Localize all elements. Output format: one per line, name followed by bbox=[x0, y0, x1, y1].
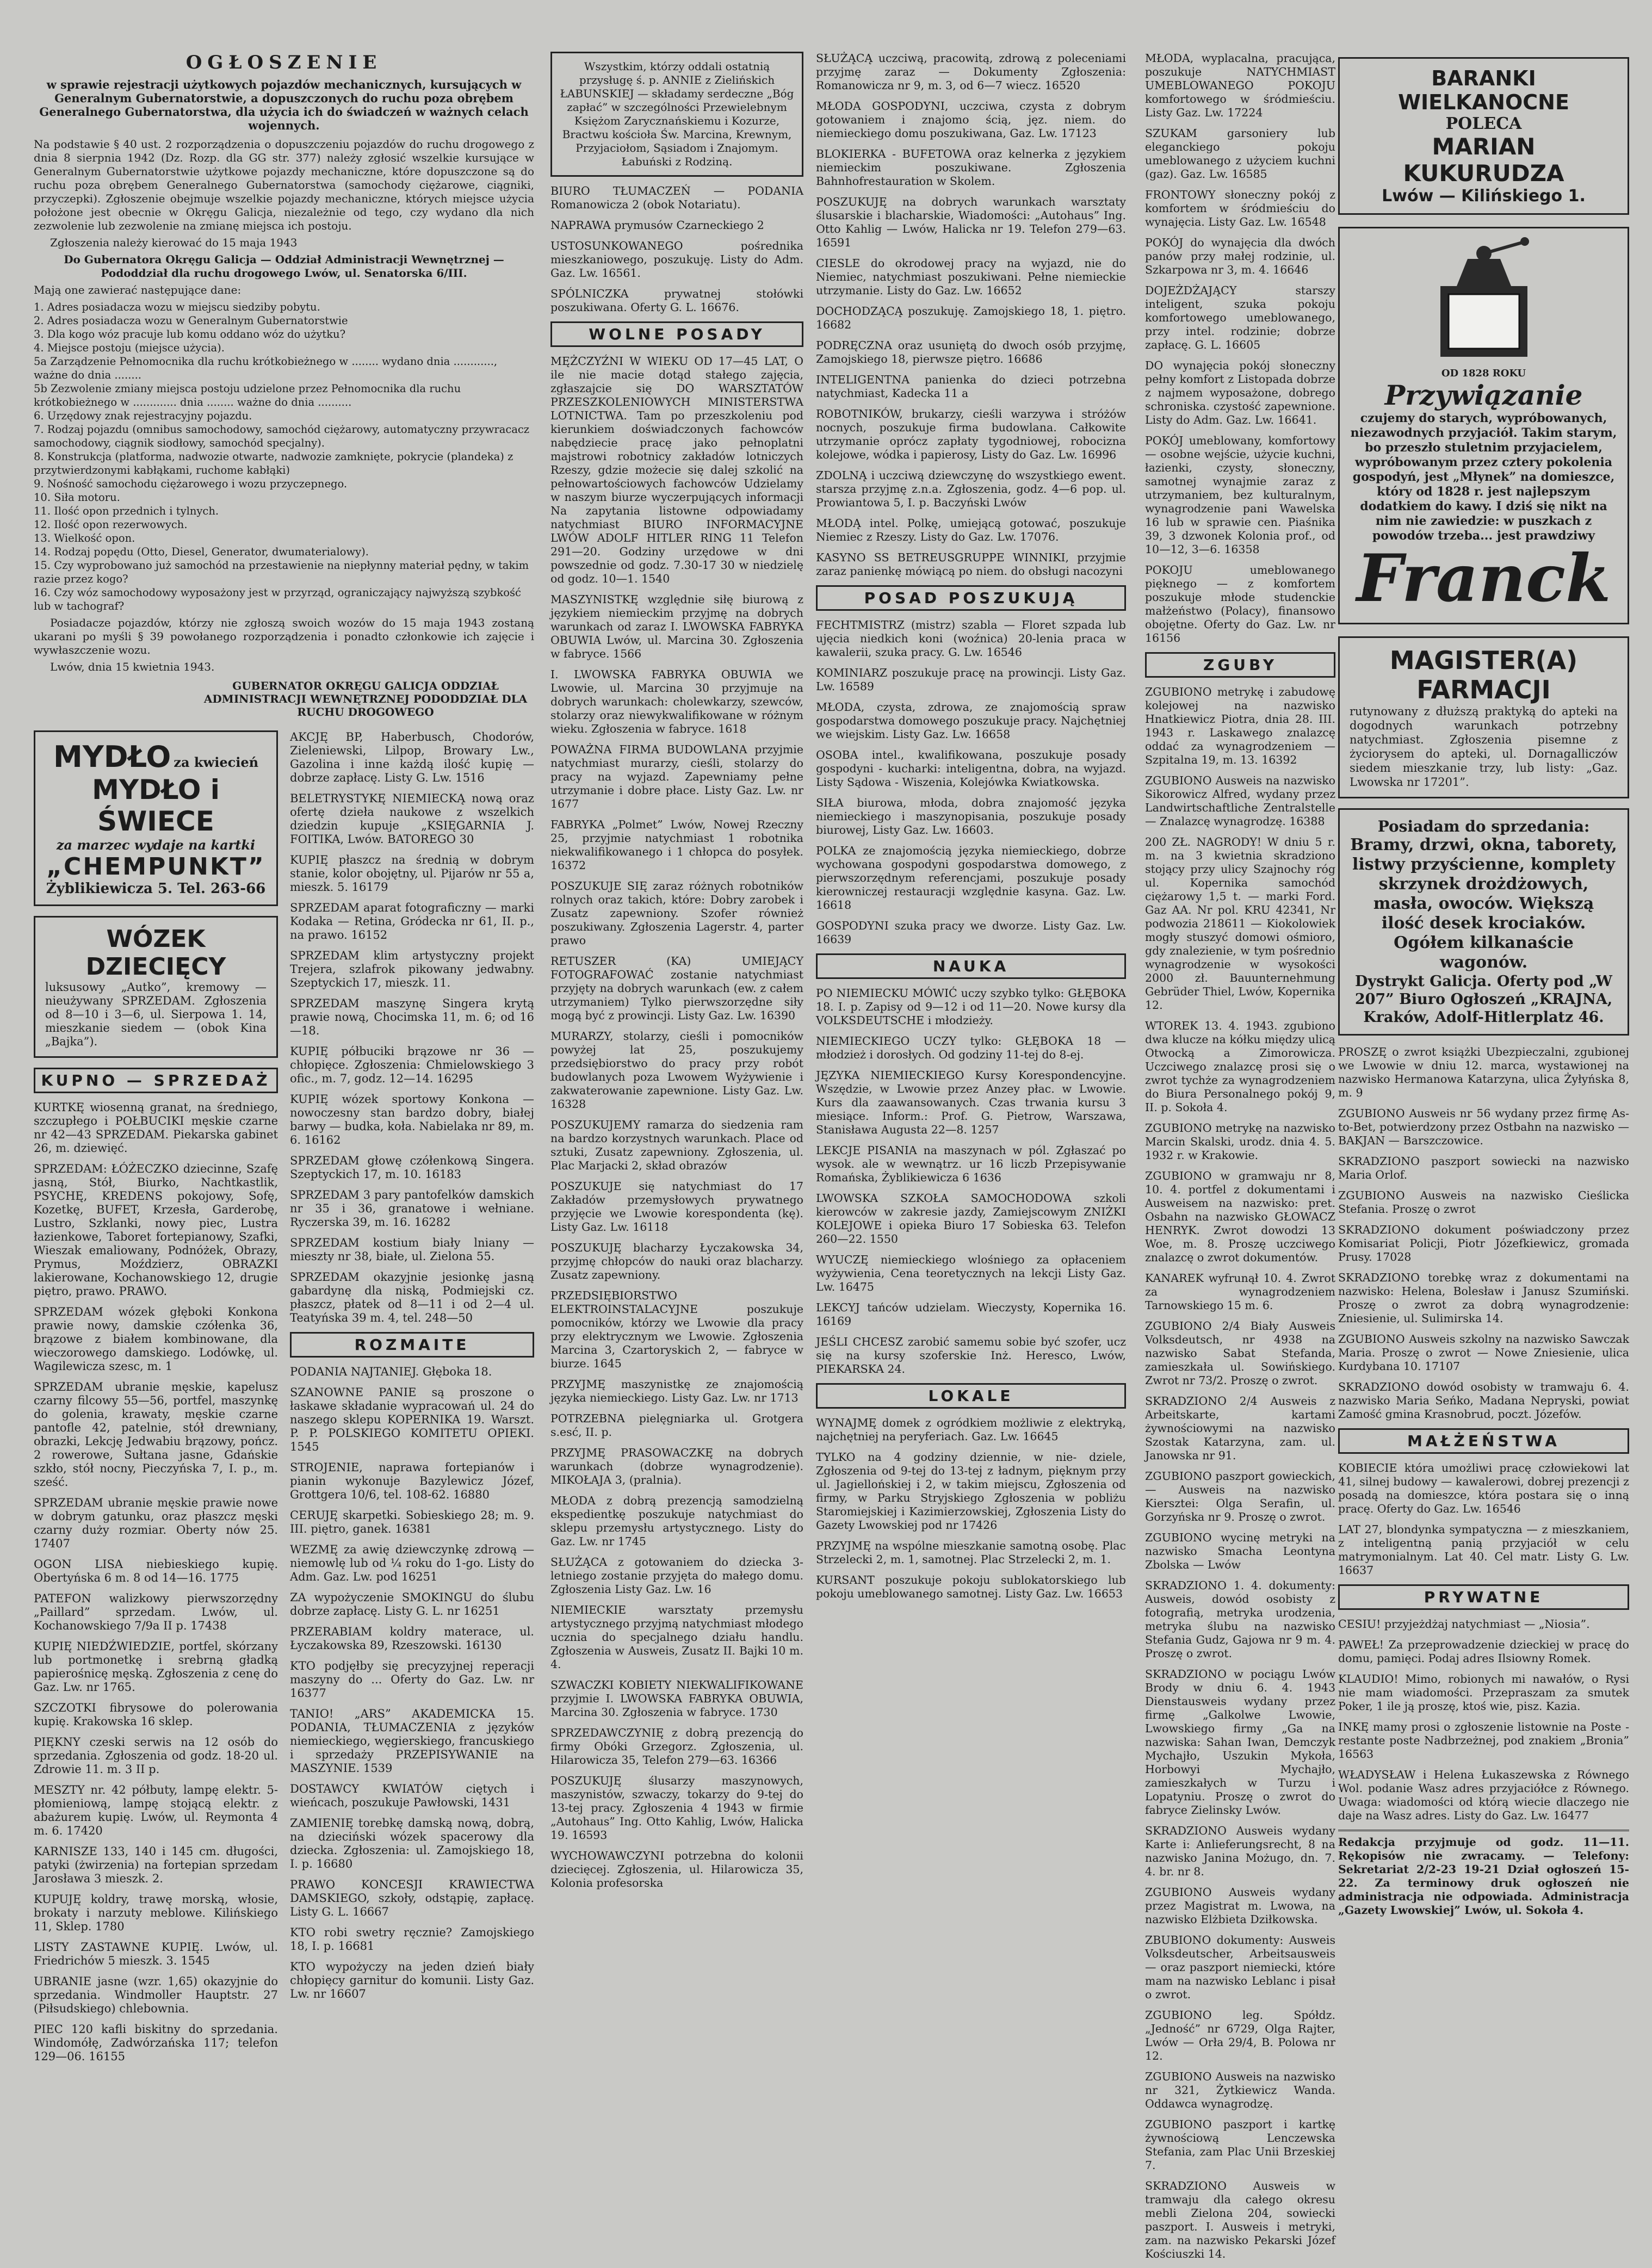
franck-ad bbox=[1338, 227, 1629, 624]
list-item: 8. Konstrukcja (platforma, nadwozie otwarte, nadwozie zamknięte, pokrycie (plandeka) z przytwierdzonymi kabłąkami, ruchome kabłąki) bbox=[34, 450, 513, 476]
magister-title: MAGISTER(A) FARMACJI bbox=[1389, 646, 1578, 704]
classified-ad: ZGUBIONO Ausweis na nazwisko Sikorowicz Alfred, wydany przez Landwirtschaftliche Zentralstelle — Znalazcę wynagrodzę. 16388 bbox=[1145, 774, 1335, 828]
classified-ad: SŁUŻĄCA z gotowaniem do dziecka 3-letniego zostanie przyjęta do małego domu. Zgłoszenia Listy Gaz. Lw. 16 bbox=[550, 1556, 803, 1596]
list-item: 1. Adres posiadacza wozu w miejscu siedziby pobytu. bbox=[34, 301, 320, 313]
classified-ad: KUPIĘ wózek sportowy Konkona — nowoczesny stan bardzo dobry, białej barwy — budka, koła. Nabielaka nr 89, m. 6. 16162 bbox=[290, 1093, 534, 1147]
list-item: 13. Wielkość opon. bbox=[34, 532, 135, 544]
classified-ad: INKĘ mamy prosi o zgłoszenie listownie na Poste - restante poste Nadbrzeżnej, pod znakiem „Bronia” 16563 bbox=[1338, 1720, 1629, 1761]
classified-ad: PRZEDSIĘBIORSTWO ELEKTROINSTALACYJNE poszukuje pomocników, którzy we Lwowie dla pracy przy elektrycznym we Lwowie. Zgłoszenia Marcina 3, Czartoryskich 2, — fabryce w biurze. 1645 bbox=[550, 1289, 803, 1370]
classified-ad: ZAMIENIĘ torebkę damską nową, dobrą, na dzieciński wózek spacerowy dla dziecka. Zgłoszenia: ul. Zamojskiego 18, I. p. 16680 bbox=[290, 1817, 534, 1870]
classified-ad: SKRADZIONO Ausweis w tramwaju dla całego okresu mebli Zielona 204, sowiecki paszport. I. Ausweis i metryki, zam. na nazwisko Pekarski Józef Kościuszki 14. bbox=[1145, 2179, 1335, 2260]
franck-year: OD 1828 ROKU bbox=[1441, 368, 1526, 379]
classified-ad: SKRADZIONO dowód osobisty w tramwaju 6. 4. nazwisko Maria Seńko, Madana Nepryski, powiat Zamość gmina Krasnobrud, poczt. Józefów. bbox=[1338, 1380, 1629, 1421]
section-kupno: KUPNO — SPRZEDAŻ bbox=[34, 1068, 278, 1093]
classified-ad: SKRADZIONO 1. 4. dokumenty: Ausweis, dowód osobisty z fotografią, metryka urodzenia, metryka ślubu na nazwisko Stefania Gudz, Gajowa nr 9 m. 4. Proszę o zwrot. bbox=[1145, 1579, 1335, 1660]
classified-ad: ZGUBIONO 2/4 Biały Ausweis Volksdeutsch, nr 4938 na nazwisko Sabat Stefanda, zamieszkała ul. Sowińskiego. Zwrot nr 73/2. Proszę o zwrot. bbox=[1145, 1319, 1335, 1387]
mydlo-subline: za kwiecień bbox=[174, 754, 259, 770]
classified-ad: POLKA ze znajomością języka niemieckiego, dobrze wychowana gospodyni gospodarstwa domowego, z pierwszorzędnym referencjami, poszukuje posady kierowniczej restauracji względnie kasyna. Gaz. Lw. 16618 bbox=[816, 844, 1126, 912]
section-prywatne: PRYWATNE bbox=[1338, 1584, 1629, 1610]
mydlo-address: Żyblikiewicza 5. Tel. 263-66 bbox=[46, 881, 266, 897]
classified-ad: POSZUKUJE SIĘ zaraz różnych robotników rolnych oraz takich, które: Dobry zarobek i Zusatz zapewniony. Szofer również poszukiwany. Zgłoszenia Lagerstr. 4, parter prawo bbox=[550, 879, 803, 947]
classified-ad: POSZUKUJE się natychmiast do 17 Zakładów przemysłowych prywatnego przyjęcie we Lwowie korespondenta (kę). Listy Gaz. Lw. 16118 bbox=[550, 1180, 803, 1234]
classified-ad: FABRYKA „Polmet” Lwów, Nowej Rzeczny 25, przyjmie natychmiast 1 robotnika niekwalifikowanego i 1 chłopca do posyłek. 16372 bbox=[550, 818, 803, 872]
list-item: 14. Rodzaj popędu (Otto, Diesel, Generator, dwumaterialowy). bbox=[34, 546, 369, 558]
classified-ad: DOCHODZĄCĄ poszukuję. Zamojskiego 18, 1. piętro. 16682 bbox=[816, 305, 1126, 331]
classified-ad: ZBUBIONO dokumenty: Ausweis Volksdeutscher, Arbeitsausweis — oraz paszport niemiecki, które mam na nazwisko Leblanc i pisał o zwrot. bbox=[1145, 1934, 1335, 2001]
classified-ad: POSZUKUJĘ na dobrych warunkach warsztaty ślusarskie i blacharskie, Wiadomości: „Autohaus” Ing. Otto Kahlig — Lwów, Halicka nr 19. Telefon 279—63. 16591 bbox=[816, 195, 1126, 249]
classified-ad: UBRANIE jasne (wzr. 1,65) okazyjnie do sprzedania. Windmoller Hauptstr. 27 (Piłsudskiego) chlebownia. bbox=[34, 1975, 278, 2015]
classified-ad: MASZYNISTKĘ względnie siłę biurową z językiem niemieckim przyjmę na dobrych warunkach od zaraz I. LWOWSKA FABRYKA OBUWIA Lwów, ul. Marcina 30. Zgłoszenia w fabryce. 1566 bbox=[550, 593, 803, 660]
classified-ad: POTRZEBNA pielęgniarka ul. Grotgera s.esć, II. p. bbox=[550, 1412, 803, 1439]
magister-text: rutynowany z dłuższą praktyką do apteki na dogodnych warunkach potrzebny natychmiast. Zgłoszenia pisemne z życiorysem do apteki, ul. Dornagalliczów siedem mieszkanie trzy, lub listy: „Gaz. Lwowska nr 17201”. bbox=[1350, 705, 1618, 789]
classified-ad: SPRZEDAM klim artystyczny projekt Trejera, szlafrok pikowany jedwabny. Szeptyckich 17, mieszk. 11. bbox=[290, 949, 534, 989]
mydlo-headline-2: MYDŁO i ŚWIECE bbox=[92, 774, 220, 837]
classified-ad: PRZYJMĘ na wspólne mieszkanie samotną osobę. Plac Strzelecki 2, m. 1, samotnej. Plac Strzelecki 2, m. 1. bbox=[816, 1539, 1126, 1566]
classified-ad: WYUCZĘ niemieckiego wlośniego za opłaceniem wyżywienia, Cena teoretycznych na lekcji Listy Gaz. Lw. 16475 bbox=[816, 1253, 1126, 1293]
classified-ad: KTO wypożyczy na jeden dzień biały chłopięcy garnitur do komunii. Listy Gaz. Lw. nr 16607 bbox=[290, 1960, 534, 2000]
subcolumn-a bbox=[34, 730, 278, 2071]
official-notice bbox=[34, 52, 534, 718]
classified-ad: ROBOTNIKÓW, brukarzy, cieśli warzywa i stróżów nocnych, poszukuje firma budowlana. Całkowite utrzymanie oprócz zapłaty tygodniowej, robocizna kolejowe, wódka i papierosy, Listy do Gaz. Lw. 16996 bbox=[816, 407, 1126, 461]
classified-ad: SZCZOTKI fibrysowe do polerowania kupię. Krakowska 16 sklep. bbox=[34, 1701, 278, 1728]
classified-ad: WYNAJMĘ domek z ogródkiem możliwie z elektryką, najchętniej na peryferiach. Gaz. Lw. 16645 bbox=[816, 1416, 1126, 1443]
classified-ad: SKRADZIONO torebkę wraz z dokumentami na nazwisko: Helena, Bolesław i Janusz Szumiński. Proszę o zwrot za dobrą wynagrodzenie: Zniesienie, ul. Sulimirska 14. bbox=[1338, 1271, 1629, 1325]
notice-signature: GUBERNATOR OKRĘGU GALICJA ODDZIAŁ ADMINISTRACJI WEWNĘTRZNEJ PODODDZIAŁ DLA RUCHU DROGOWEGO bbox=[203, 679, 528, 718]
notice-paragraph: Posiadacze pojazdów, którzy nie zgłoszą swoich wozów do 15 maja 1943 zostaną ukarani po myśli § 39 powołanego rozporządzenia i ponadto członkowie ich zajęcie i wywłaszczenie wozu. bbox=[34, 616, 534, 656]
classified-ad: SZANOWNE PANIE są proszone o łaskawe składanie wypracowań ul. 24 do naszego sklepu KOPERNIKA 19. Warszt. P. P. POLSKIEGO KOMITETU OPIEKI. 1545 bbox=[290, 1386, 534, 1453]
classified-ad: PRZYJMĘ PRASOWACZKĘ na dobrych warunkach (dobrze wynagrodzenie). MIKOŁAJA 3, (pralnia). bbox=[550, 1446, 803, 1486]
list-item: 6. Urzędowy znak rejestracyjny pojazdu. bbox=[34, 410, 252, 422]
mydlo-text: za marzec wydaje na kartki bbox=[56, 837, 256, 853]
classified-ad: KOMINIARZ poszukuje pracę na prowincji. Listy Gaz. Lw. 16589 bbox=[816, 666, 1126, 693]
classified-ad: BLOKIERKA - BUFETOWA oraz kelnerka z językiem niemieckim poszukiwane. Zgłoszenia Bahnhofrestauration w Skolem. bbox=[816, 147, 1126, 188]
section-nauka: NAUKA bbox=[816, 953, 1126, 979]
classified-ad: CESIU! przyjeżdżaj natychmiast — „Niosia”. bbox=[1338, 1618, 1590, 1631]
classified-ad: ZGUBIONO Ausweis wydany przez Magistrat m. Lwowa, na nazwisko Elżbieta Dziłkowska. bbox=[1145, 1886, 1335, 1926]
classified-ad: SKRADZIONO paszport sowiecki na nazwisko Maria Orlof. bbox=[1338, 1155, 1629, 1181]
lower-left-area bbox=[34, 730, 534, 2071]
notice-subtitle: w sprawie rejestracji użytkowych pojazdów mechanicznych, kursujących w Generalnym Gubernatorstwie, a dopuszczonych do ruchu poza obrębem Generalnego Gubernatorstwa, dla użycia ich do świadczeń w ważnych celach wojennych. bbox=[39, 78, 529, 132]
classified-ad: POKOJU umeblowanego pięknego — z komfortem poszukuje młode studenckie małżeństwo (Polacy), finansowo obojętne. Oferty do Gaz. Lw. nr 16156 bbox=[1145, 563, 1335, 645]
classified-ad: MŁODA, czysta, zdrowa, ze znajomością spraw gospodarstwa domowego poszukuje pracy. Najchętniej we wiejskim. Listy Gaz. Lw. 16658 bbox=[816, 701, 1126, 741]
classified-ad: BIURO TŁUMACZEŃ — PODANIA Romanowicza 2 (obok Notariatu). bbox=[550, 184, 803, 211]
mydlo-headline: MYDŁO bbox=[53, 740, 171, 774]
wozek-ad bbox=[34, 916, 278, 1058]
classified-ad: SKRADZIONO 2/4 Ausweis z Arbeitskarte, kartami żywnościowymi na nazwisko Szostak Katarzyna, zam. ul. Janowska nr 91. bbox=[1145, 1395, 1335, 1462]
classified-ad: POWAŻNA FIRMA BUDOWLANA przyjmie natychmiast murarzy, cieśli, stolarzy do pracy na wyjazd. Zapewniamy pełne utrzymanie i dobre płace. Listy Gaz. Lw. nr 1677 bbox=[550, 743, 803, 810]
magister-ad bbox=[1338, 636, 1629, 798]
subcolumn-b bbox=[290, 730, 534, 2071]
classified-ad: SKRADZIONO w pociągu Lwów Brody w dniu 6. 4. 1943 Dienstausweis wydany przez firmę „Galkolwe Lwowie, Lwowskiego firmy „Ga na nazwiska: Sahan Iwan, Demczyk Mychajło, Uszukin Mykoła, Horbowyi Mychajło, zamieszkałych w Turzu i Lopatyniu. Proszę o zwrot do fabryce Zielinsky Lwów. bbox=[1145, 1668, 1335, 1817]
classified-ad: SPRZEDAM głowę czółenkową Singera. Szeptyckich 17, m. 10. 16183 bbox=[290, 1154, 534, 1181]
classified-ad: BELETRYSTYKĘ NIEMIECKĄ nową oraz ofertę dzieła naukowe z wszelkich dziedzin kupuje „KSIĘGARNIA J. FOITIKA, Lwów. BATOREGO 30 bbox=[290, 792, 534, 846]
classified-ad: 200 ZŁ. NAGRODY! W dniu 5 r. m. na 3 kwietnia skradziono stojący przy ulicy Szajnochy róg ul. Kopernika samochód ciężarowy 1,5 t. — marki Ford. Gaz AA. Nr pol. KRU 42341, Nr podwozia 218611 — Kiokolowiek mogły stuszyć domowi ośmioro, gdy znalezienie, w tym pośrednio wynagrodzenie w wysokości 2000 zł. Bauunternehmung Gebrüder Thiel, Lwów, Kopernika 12. bbox=[1145, 835, 1335, 1012]
list-item: 16. Czy wóz samochodowy wyposażony jest w przyrząd, ograniczający najwyższą szybkość lub w tachograf? bbox=[34, 586, 521, 612]
classified-ad: POSZUKUJEMY ramarza do siedzenia ram na bardzo korzystnych warunkach. Place od sztuki, Zusatz zapewniony. Zgłoszenia, ul. Plac Marjacki 2, skład obrazów bbox=[550, 1118, 803, 1172]
classified-ad: TANIO! „ARS” AKADEMICKA 15. PODANIA, TŁUMACZENIA z języków niemieckiego, węgierskiego, francuskiego i sprzedaży PRZEPISYWANIE na MASZYNIE. 1539 bbox=[290, 1707, 534, 1775]
classified-ad: PRAWO KONCESJI KRAWIECTWA DAMSKIEGO, szkoły, odstąpię, zapłacę. Listy G. L. 16667 bbox=[290, 1878, 534, 1918]
classified-ad: KTO podjęłby się precyzyjnej reperacji maszyny do ... Oferty do Gaz. Lw. nr 16377 bbox=[290, 1659, 534, 1700]
classified-ad: DO wynajęcia pokój słoneczny pełny komfort z Listopada dobrze z najmem wyposażone, dobrego schroniska. czystość zapewnione. Listy do Adm. Gaz. Lw. 16641. bbox=[1145, 359, 1335, 426]
classified-ad: MŁODA, wyplacalna, pracująca, poszukuje NATYCHMIAST UMEBLOWANEGO POKOJU komfortowego w śródmieściu. Listy Gaz. Lw. 17224 bbox=[1145, 52, 1335, 119]
classified-ad: DOSTAWCY KWIATÓW ciętych i wieńcach, poszukuje Pawłowski, 1431 bbox=[290, 1782, 534, 1809]
classified-ad: ZGUBIONO paszport i kartkę żywnościową Lenczewska Stefania, zam Plac Unii Brzeskiej 7. bbox=[1145, 2118, 1335, 2172]
classified-ad: KUPIĘ półbuciki brązowe nr 36 — chłopięce. Zgłoszenia: Chmielowskiego 3 ofic., m. 7, godz. 12—14. 16295 bbox=[290, 1045, 534, 1085]
classified-ad: ZGUBIONO Ausweis nr 56 wydany przez firmę As-to-Bet, potwierdzony przez Ostbahn na nazwisko — BAKJAN — Barszczowice. bbox=[1338, 1107, 1629, 1147]
list-item: 12. Ilość opon rezerwowych. bbox=[34, 518, 188, 531]
classified-ad: NAPRAWA prymusów Czarneckiego 2 bbox=[550, 219, 764, 232]
classified-ad: SPÓLNICZKA prywatnej stołówki poszukiwana. Oferty G. L. 16676. bbox=[550, 287, 803, 314]
classifieds-list bbox=[34, 1101, 278, 2063]
classified-ad: PODRĘCZNA oraz usuniętą do dwoch osób przyjmę, Zamojskiego 18, pierwsze piętro. 16686 bbox=[816, 339, 1126, 365]
column-3 bbox=[816, 52, 1126, 1608]
classified-ad: RETUSZER (KA) UMIEJĄCY FOTOGRAFOWAĆ zostanie natychmiast przyjęty na dobrych warunkach (ew. z całem utrzymaniem) Tylko pierwszorzędne siły mogą być z prowincji. Listy Gaz. Lw. 16390 bbox=[550, 955, 803, 1022]
classified-ad: WEZMĘ za awię dziewczynkę zdrową — niemowlę lub od ¼ roku do 1-go. Listy do Adm. Gaz. Lw. pod 16251 bbox=[290, 1543, 534, 1583]
list-item: 4. Miejsce postoju (miejsce użycia). bbox=[34, 342, 225, 354]
notice-title: OGŁOSZENIE bbox=[185, 52, 382, 73]
list-item: 11. Ilość opon przednich i tylnych. bbox=[34, 505, 219, 517]
classified-ad: KURSANT poszukuje pokoju sublokatorskiego lub pokoju umeblowanego samotnej. Listy Gaz. Lw. 16653 bbox=[816, 1573, 1126, 1600]
classified-ad: SIŁA biurowa, młoda, dobra znajomość języka niemieckiego i maszynopisania, poszukuje posady biurowej, Listy Gaz. Lw. 16603. bbox=[816, 796, 1126, 836]
classified-ad: ZGUBIONO leg. Spółdz. „Jedność” nr 6729, Olga Rajter, Lwów — Orła 29/4, B. Polowa nr 12. bbox=[1145, 2009, 1335, 2062]
list-item: 3. Dla kogo wóz pracuje lub komu oddano wóz do użytku? bbox=[34, 328, 346, 340]
notice-list bbox=[34, 300, 534, 613]
classified-ad: ZGUBIONO Ausweis na nazwisko Cieślicka Stefania. Proszę o zwrot bbox=[1338, 1189, 1629, 1216]
classified-ad: KASYNO SS BETREUSGRUPPE WINNIKI, przyjmie zaraz panienkę mówiącą po niem. do obsługi nacozyni bbox=[816, 551, 1126, 578]
column-2 bbox=[550, 52, 803, 1897]
column-right bbox=[1338, 52, 1629, 1924]
classified-ad: LEKCYJ tańców udzielam. Wieczysty, Kopernika 16. 16169 bbox=[816, 1301, 1126, 1328]
sale-ad bbox=[1338, 808, 1629, 1036]
column-4 bbox=[1145, 52, 1335, 2268]
classified-ad: ZGUBIONO w gramwaju nr 8, 10. 4. portfel z dokumentami i Ausweisem na nazwisko: pret. Osbahn na nazwisko GŁOWACZ HENRYK. Zwrot dowodzi 13 Woe, m. 8. Proszę uczciwego znalazcę o zwrot dokumentów. bbox=[1145, 1169, 1335, 1264]
mydlo-ad bbox=[34, 730, 278, 906]
franck-brand: Franck bbox=[1356, 540, 1611, 617]
list-item: 15. Czy wyprobowano już samochód na przestawienie na niepłynny materiał pędny, w takim razie przez kogo? bbox=[34, 559, 529, 585]
classified-ad: SZUKAM garsoniery lub eleganckiego pokoju umeblowanego z użyciem kuchni (gaz). Gaz. Lw. 16585 bbox=[1145, 127, 1335, 181]
classified-ad: LAT 27, blondynka sympatyczna — z mieszkaniem, z inteligentną panią przyjaciół w celu matrymonialnym. Lat 40. Cel matr. Listy G. Lw. 16637 bbox=[1338, 1523, 1629, 1577]
classified-ad: MESZTY nr. 42 półbuty, lampę elektr. 5-płomieniową, lampę stojącą elektr. z abażurem kupię. Lwów, ul. Reymonta 4 m. 6. 17420 bbox=[34, 1783, 278, 1837]
classified-ad: STROJENIE, naprawa fortepianów i pianin wykonuje Bazylewicz Józef, Grottgera 10/6, tel. 108-62. 16880 bbox=[290, 1461, 534, 1501]
wozek-title: WÓZEK DZIECIĘCY bbox=[85, 925, 226, 981]
classified-ad: INTELIGENTNA panienka do dzieci potrzebna natychmiast, Kadecka 11 a bbox=[816, 373, 1126, 400]
notice-date: Lwów, dnia 15 kwietnia 1943. bbox=[50, 660, 215, 673]
classified-ad: SKRADZIONO Ausweis wydany Karte i: Anlieferungsrecht, 8 na nazwisko Janina Możugo, dn. 7. 4. br. nr 8. bbox=[1145, 1824, 1335, 1878]
notice-addressee: Do Gubernatora Okręgu Galicja — Oddział Administracji Wewnętrznej — Pododdział dla ruchu drogowego Lwów, ul. Senatorska 6/III. bbox=[64, 253, 504, 280]
classified-ad: FRONTOWY słoneczny pokój z komfortem w śródmieściu do wynajęcia. Listy Gaz. Lw. 16548 bbox=[1145, 188, 1335, 228]
classified-ad: ZA wypożyczenie SMOKINGU do ślubu dobrze zapłacę. Listy G. L. nr 16251 bbox=[290, 1591, 534, 1618]
classified-ad: JĘZYKA NIEMIECKIEGO Kursy Korespondencyjne. Wszędzie, w Lwowie przez Anzey płac. w Lwowie. Kurs dla zaawansowanych. Czas trwania kursu 3 miesiące. Inform.: Prof. G. Pietrow, Warszawa, Stanisława Augusta 22—8. 1257 bbox=[816, 1069, 1126, 1136]
list-item: 5b Zezwolenie zmiany miejsca postoju udzielone przez Pełnomocnika dla ruchu krótkobieżnego w ............. dnia ........ ważne do dnia .......... bbox=[34, 382, 461, 408]
classified-ad: NIEMIECKIEGO UCZY tylko: GŁĘBOKA 18 — młodzież i dorosłych. Od godziny 11-tej do 8-ej. bbox=[816, 1034, 1126, 1061]
classified-ad: CIESLE do okrodowej pracy na wyjazd, nie do Niemiec, natychmiast poszukiwani. Pełne niemieckie utrzymanie. Listy do Gaz. Lw. 16652 bbox=[816, 257, 1126, 297]
classified-ad: CERUJĘ skarpetki. Sobieskiego 28; m. 9. III. piętro, ganek. 16381 bbox=[290, 1509, 534, 1535]
classified-ad: KANAREK wyfrunął 10. 4. Zwrot za wynagrodzeniem Tarnowskiego 15 m. 6. bbox=[1145, 1272, 1335, 1312]
footer-note: Redakcja przyjmuje od godz. 11—11. Rękopisów nie zwracamy. — Telefony: Sekretariat 2/2-23 19-21 Dział ogłoszeń 15-22. Za terminowy druk ogłoszeń nie administracja nie odpowiada. Administracja „Gazety Lwowskiej” Lwów, ul. Sokoła 4. bbox=[1338, 1836, 1629, 1917]
classified-ad: PO NIEMIECKU MÓWIĆ uczy szybko tylko: GŁĘBOKA 18. I. p. Zapisy od 9—12 i od 11—20. Nowe kursy dla VOLKSDEUTSCHE i młodzieży. bbox=[816, 987, 1126, 1027]
classified-ad: WŁADYSŁAW i Helena Łukaszewska z Równego Wol. podanie Wasz adres przyjaciółce z Równego. Uwaga: wiadomości od którą wiecie dlaczego nie daje na Wasz adres. Listy do Gaz. Lw. 16477 bbox=[1338, 1768, 1629, 1822]
baranki-address: Lwów — Kilińskiego 1. bbox=[1382, 187, 1586, 206]
classified-ad: POKÓJ do wynajęcia dla dwóch panów przy małej rodzinie, ul. Szkarpowa nr 3, m. 4. 16646 bbox=[1145, 236, 1335, 276]
classified-ad: AKCJĘ BP, Haberbusch, Chodorów, Zieleniewski, Lilpop, Browary Lw., Gazolina i inne każdą ilość kupię — dobrze zapłacę. Listy G. Lw. 1516 bbox=[290, 730, 534, 784]
classified-ad: SKRADZIONO dokument poświadczony przez Komisariat Policji, Piotr Józefkiewicz, gromada Prusy. 17028 bbox=[1338, 1223, 1629, 1263]
classified-ad: JEŚLI CHCESZ zarobić samemu sobie być szofer, ucz się na kursy szoferskie Inż. Heresco, Lwów, PIEKARSKA 24. bbox=[816, 1335, 1126, 1375]
sale-text: Bramy, drzwi, okna, taborety, listwy przyścienne, komplety skrzynek drożdżowych, masła, owoców. Większą ilość desek krociaków. Ogółem kilkanaście wagonów. bbox=[1350, 835, 1617, 972]
classified-ad: POKÓJ umeblowany, komfortowy — osobne wejście, użycie kuchni, łazienki, czysty, słoneczny, samotnej wynajmie zaraz z utrzymaniem, bez kulturalnym, wynagrodzenie pani Wawelska 16 lub w sprawie cen. Piaśnika 39, 3 dzwonek Kolonia prof., od 10—12, 3—6. 16358 bbox=[1145, 434, 1335, 556]
classified-ad: SPRZEDAM okazyjnie jesionkę jasną gabardynę dla niską, Podmiejski cz. płaszcz, płatek od 8—11 i od 2—4 ul. Teatyńska 39 m. 4, tel. 248—50 bbox=[290, 1271, 534, 1324]
classified-ad: SPRZEDAWCZYNIĘ z dobrą prezencją do firmy Obóki Grzegorz. Zgłoszenia, ul. Hilarowicza 35, Telefon 279—63. 16366 bbox=[550, 1726, 803, 1767]
list-item: 5a Zarządzenie Pełnomocnika dla ruchu krótkobieżnego w ........ wydano dnia ............, ważne do dnia ........ bbox=[34, 355, 498, 381]
classified-ad: GOSPODYNI szuka pracy we dworze. Listy Gaz. Lw. 16639 bbox=[816, 919, 1126, 946]
classified-ad: KLAUDIO! Mimo, robionych mi nawałów, o Rysi nie mam wiadomości. Przepraszam za smutek Poker, 1 ile ją proszę, ktoś wie, pisz. Kazia. bbox=[1338, 1672, 1629, 1713]
baranki-name: MARIAN KUKURUDZA bbox=[1403, 133, 1564, 187]
classified-ad: ZDOLNĄ i uczciwą dziewczynę do wszystkiego ewent. starsza przyjmę z.n.a. Zgłoszenia, godz. 4—6 pop. ul. Prowiantowa 5, I. p. Baczyński Lwów bbox=[816, 469, 1126, 509]
classified-ad: SPRZEDAM aparat fotograficzny — marki Kodaka — Retina, Gródecka nr 61, II. p., na prawo. 16152 bbox=[290, 901, 534, 941]
notice-paragraph: Na podstawie § 40 ust. 2 rozporządzenia o dopuszczeniu pojazdów do ruchu drogowego z dnia 8 sierpnia 1942 (Dz. Rozp. dla GG str. 377) należy zgłosić wszelkie kursujące w Generalnym Gubernatorstwie użytkowe pojazdy mechaniczne, które dopuszczone są do ruchu poza obrębem Generalnego Gubernatorstwa (samochody ciężarowe, ciągniki, przyczepki). Zgłoszenie obejmuje wszelkie pojazdy mechaniczne, których miejsce użycia położone jest obecnie w Okręgu Galicja, niezależnie od tego, czy wydano dla nich zezwolenie lub zezwolenie na zmianę miejsca ich postoju. bbox=[34, 138, 534, 232]
list-item: 7. Rodzaj pojazdu (omnibus samochodowy, samochód ciężarowy, automatyczny przywracacz samochodowy, ciągnik siodłowy, samochód specjalny). bbox=[34, 423, 530, 449]
baranki-title: BARANKI WIELKANOCNE bbox=[1398, 66, 1569, 114]
notice-paragraph: Zgłoszenia należy kierować do 15 maja 1943 bbox=[50, 236, 298, 249]
classified-ad: MŁODA GOSPODYNI, uczciwa, czysta z dobrym gotowaniem i znajomo ścią, jęz. niem. do niemieckiego domu poszukiwana, Gaz. Lw. 17123 bbox=[816, 100, 1126, 140]
classified-ad: PIĘKNY czeski serwis na 12 osób do sprzedania. Zgłoszenia od godz. 18-20 ul. Zdrowie 11. m. 3 II p. bbox=[34, 1736, 278, 1776]
section-zguby: ZGUBY bbox=[1145, 652, 1335, 678]
classified-ad: ZGUBIONO Ausweis na nazwisko nr 321, Żytkiewicz Wanda. Oddawca wynagrodzę. bbox=[1145, 2070, 1335, 2110]
classified-ad: PAWEŁ! Za przeprowadzenie dzieckiej w pracę do domu, pamięci. Podaj adres Ilsiowny Romek. bbox=[1338, 1638, 1629, 1665]
classified-ad: SPRZEDAM ubranie męskie, kapelusz czarny filcowy 55—56, portfel, maszynkę do golenia, krawaty, męskie czarne pantofle 42, patelnie, stół drewniany, obrazki, Lekcję Jedwabiu brązowy, pończ. 2 rowerowe, Sułtana jasne, Gdańskie szkło, stół nocny, Pieczyńska 7, I. p., m. sześć. bbox=[34, 1380, 278, 1489]
wozek-text: luksusowy „Autko”, kremowy — nieużywany SPRZEDAM. Zgłoszenia od 8—10 i 3—6, ul. Sierpowa 1. 14, mieszkanie siedem — (obok Kina „Bajka”). bbox=[45, 981, 267, 1048]
classified-ad: KUPIĘ płaszcz na średnią w dobrym stanie, kolor obojętny, ul. Pijarów nr 55 a, mieszk. 5. 16179 bbox=[290, 853, 534, 894]
classified-ad: MĘŻCZYŹNI W WIEKU OD 17—45 LAT, O ile nie macie dotąd stałego zajęcia, zgłaszajcie się DO WARSZTATÓW PRZESZKOLENIOWYCH MINISTERSTWA LOTNICTWA. Tam po przeszkoleniu pod kierunkiem doświadczonych fachowców nabędziecie pracę jako pełnoplatni majstrowi robotnicy zakładów lotniczych Rzeszy, gdzie możecie się dalej szkolić na pełnowartościowych fachowców Udzielamy w naszym biurze wyczerpujących informacji Na zapytania listowne odpowiadamy natychmiast BIURO INFORMACYJNE LWÓW ADOLF HITLER RING 11 Telefon 291—20. Godziny urzędowe w dni powszednie od godz. 7.30-17 30 w niedzielę od godz. 10—1. 1540 bbox=[550, 355, 803, 585]
classified-ad: MŁODA z dobrą prezencją samodzielną ekspedientkę poszukuje natychmiast do sklepu przemysłu artystycznego. Listy do Gaz. Lw. nr 1745 bbox=[550, 1494, 803, 1548]
classified-ad: SPRZEDAM wózek głęboki Konkona prawie nowy, damskie czółenka 36, brązowe z białem kombinowane, dla wieczorowego damskiego. Lodówkę, ul. Wagilewicza szesc, m. 1 bbox=[34, 1305, 278, 1373]
classified-ad: POSZUKUJĘ blacharzy Łyczakowska 34, przyjmę chłopców do nauki oraz blacharzy. Zusatz zapewniony. bbox=[550, 1241, 803, 1281]
classified-ad: KTO robi swetry ręcznie? Zamojskiego 18, I. p. 16681 bbox=[290, 1926, 534, 1953]
coffee-grinder-illustration bbox=[1419, 237, 1549, 362]
section-posad-poszukuja: POSAD POSZUKUJĄ bbox=[816, 585, 1126, 611]
classified-ad: PRZYJMĘ maszynistkę ze znajomością języka niemieckiego. Listy Gaz. Lw. nr 1713 bbox=[550, 1378, 803, 1404]
classified-ad: KUPUJĘ koldry, trawę morską, włosie, brokaty i narzuty meblowe. Kilińskiego 11, Sklep. 1780 bbox=[34, 1893, 278, 1933]
classified-ad: OSOBA intel., kwalifikowana, poszukuje posady gospodyni - kucharki: inteligentna, dobra, na wyjazd. Listy Sądowa - Wiszenia, Kolejówka Kwiatkowska. bbox=[816, 748, 1126, 789]
classified-ad: NIEMIECKIE warsztaty przemysłu artystycznego przyjmą natychmiast młodego ucznia do specjalnego działu handlu. Zgłoszenia w Ausweis, Zusatz II. Bajki 10 m. 4. bbox=[550, 1603, 803, 1671]
franck-text: czujemy do starych, wypróbowanych, niezawodnych przyjaciół. Takim starym, bo przeszło stuletnim przyjacielem, wypróbowanym przez cztery pokolenia gospodyń, jest „Młynek” na domieszce, który od 1828 r. jest najlepszym dodatkiem do kawy. I dziś się nikt na nim nie zawiedzie: w puszkach z powodów trzeba... jest prawdziwy bbox=[1350, 411, 1617, 543]
classified-ad: ZGUBIONO wycinę metryki na nazwisko Smacha Leontyna Zbolska — Lwów bbox=[1145, 1531, 1335, 1571]
classified-ad: I. LWOWSKA FABRYKA OBUWIA we Lwowie, ul. Marcina 30 przyjmuje na dobrych warunkach: cholewkarzy, szewców, stolarzy oraz niewykwalifikowane w różnym wieku. Zgłoszenia w fabryce. 1618 bbox=[550, 668, 803, 735]
classified-ad: WTOREK 13. 4. 1943. zgubiono dwa klucze na kółku między ulicą Otwocką a Zimorowicza. Uczciwego znalazcę prosi się o zwrot tychże za wynagrodzeniem do Biura Personalnego pokój 9, II. p. Sokoła 4. bbox=[1145, 1019, 1335, 1114]
classified-ad: SPRZEDAM: ŁÓŻECZKO dziecinne, Szafę jasną, Stół, Biurko, Nachtkastlik, PSYCHĘ, KREDENS pokojowy, Sofę, Kozetkę, BUFET, Krzesła, Garderobę, Lustro, Szklanki, nowy piec, Lustra łazienkowe, Taboret fortepianowy, Szafki, Wieszak emaliowany, Podnóżek, Obrazy, Prymus, Moździerz, OBRAZKI lakierowane, Kochanowskiego 12, drugie piętro, prawo. PRAWO. bbox=[34, 1162, 278, 1298]
sale-title: Posiadam do sprzedania: bbox=[1377, 817, 1590, 835]
classified-ad: DOJEŻDŻAJĄCY starszy inteligent, szuka pokoju komfortowego umeblowanego, przy intel. rodzinie; dobrze zapłacę. G. L. 16605 bbox=[1145, 284, 1335, 351]
classified-ad: PATEFON walizkowy pierwszorzędny „Paillard” sprzedam. Lwów, ul. Kochanowskiego 7/9a II p. 17438 bbox=[34, 1592, 278, 1632]
classified-ad: ZGUBIONO metrykę na nazwisko Marcin Skalski, urodz. dnia 4. 5. 1932 r. w Krakowie. bbox=[1145, 1121, 1335, 1162]
column-left bbox=[34, 52, 534, 2071]
classified-ad: LEKCJE PISANIA na maszynach w pól. Zgłaszać po wysok. ale w wewnątrz. ur 16 liczb Przepisywanie Romańska, Żyblikiewicza 6 1636 bbox=[816, 1144, 1126, 1184]
classified-ad: FECHTMISTRZ (mistrz) szabla — Floret szpada lub ujęcia niedkich koni (woźnica) 20-lenia praca w kawalerii, szuka pracy. G. Lw. 16546 bbox=[816, 618, 1126, 659]
classified-ad: SPRZEDAM kostium biały lniany — mieszty nr 38, białe, ul. Zielona 55. bbox=[290, 1236, 534, 1263]
classified-ad: KUPIĘ NIEDŹWIEDZIE, portfel, skórzany lub portmonetkę i srebrną gładką papierośnicę męską. Zgłoszenia z cenę do Gaz. Lw. nr 1765. bbox=[34, 1640, 278, 1694]
classified-ad: MURARZY, stolarzy, cieśli i pomocników powyżej lat 25, poszukujemy przedsiębiorstwo do pracy przy robót budowlanych poza Lwowem Wyżywienie i zakwaterowanie zapewnione. Listy Gaz. Lw. 16328 bbox=[550, 1030, 803, 1111]
list-item: 2. Adres posiadacza wozu w Generalnym Gubernatorstwie bbox=[34, 314, 348, 327]
classified-ad: SPRZEDAM maszynę Singera krytą prawie nową, Chocimska 11, m. 6; od 16—18. bbox=[290, 997, 534, 1037]
divider bbox=[1338, 1830, 1629, 1831]
classified-ad: SPRZEDAM ubranie męskie prawie nowe w dobrym gatunku, oraz płaszcz męski czarny duży rozmiar. Oberty nów 25. 17407 bbox=[34, 1496, 278, 1550]
notice-list-intro: Mają one zawierać następujące dane: bbox=[34, 283, 242, 296]
mydlo-shop: „CHEMPUNKT” bbox=[46, 853, 265, 881]
classified-ad: SZWACZKI KOBIETY NIEKWALIFIKOWANE przyjmie I. LWOWSKA FABRYKA OBUWIA, Marcina 30. Zgłoszenia w fabryce. 1730 bbox=[550, 1678, 803, 1719]
list-item: 9. Nośność samochodu ciężarowego i wozu przyczepnego. bbox=[34, 478, 348, 490]
section-lokale: LOKALE bbox=[816, 1383, 1126, 1409]
franck-slogan: Przywiązanie bbox=[1384, 379, 1583, 411]
classified-ad: ZGUBIONO Ausweis szkolny na nazwisko Sawczak Maria. Proszę o zwrot — Nowe Zniesienie, ulica Kurdybana 10. 17107 bbox=[1338, 1333, 1629, 1373]
list-item: 10. Siła motoru. bbox=[34, 491, 120, 504]
baranki-line: POLECA bbox=[1445, 114, 1522, 133]
classified-ad: PRZERABIAM koldry materace, ul. Łyczakowska 89, Rzeszowski. 16130 bbox=[290, 1625, 534, 1652]
classified-ad: SŁUŻĄCĄ uczciwą, pracowitą, zdrową z poleceniami przyjmę zaraz — Dokumenty Zgłoszenia: Romanowicza nr 9, m. 3, od 6—7 wiecz. 16520 bbox=[816, 52, 1126, 92]
section-malzenstwa: MAŁŻEŃSTWA bbox=[1338, 1428, 1629, 1454]
section-wolne-posady: WOLNE POSADY bbox=[550, 321, 803, 347]
classified-ad: POSZUKUJĘ ślusarzy maszynowych, maszynistów, szwaczy, tokarzy do 9-tej do 13-tej pracy. Zgłoszenia 4 1943 w firmie „Autohaus” Ing. Otto Kahlig, Lwów, Halicka 19. 16593 bbox=[550, 1774, 803, 1842]
classified-ad: LWOWSKA SZKOŁA SAMOCHODOWA szkoli kierowców w zakresie jazdy, Zamiejscowym ZNIŻKI KOLEJOWE i opieka Biuro 17 Sobieska 63. Telefon 260—22. 1550 bbox=[816, 1192, 1126, 1245]
sale-contact: Dystrykt Galicja. Oferty pod „W 207” Biuro Ogłoszeń „KRAJNA, Kraków, Adolf-Hitlerplatz 46. bbox=[1354, 973, 1613, 1026]
classified-ad: ZGUBIONO paszport gowieckich, — Ausweis na nazwisko Kiersztei: Olga Serafin, ul. Gorzyńska nr 9. Proszę o zwrot. bbox=[1145, 1470, 1335, 1523]
classified-ad: PROSZĘ o zwrot książki Ubezpieczalni, zgubionej we Lwowie w dniu 12. marca, wystawionej na nazwisko Hermanowa Katarzyna, ulica Żyłyńska 8, m. 9 bbox=[1338, 1045, 1629, 1099]
classified-ad: MŁODĄ intel. Polkę, umiejącą gotować, poszukuje Niemiec z Rzeszy. Listy do Gaz. Lw. 17076. bbox=[816, 517, 1126, 543]
section-rozmaite: ROZMAITE bbox=[290, 1332, 534, 1358]
baranki-ad bbox=[1338, 57, 1629, 215]
classified-ad: TYLKO na 4 godziny dziennie, w nie- dziele, Zgłoszenia od 9-tej do 13-tej z ładnym, pięknym przy ul. Jagiellońskiej i 2, w takim miejscu, Zgłoszenia od firmy, w Parku Stryjskiego Zgłoszenia w pobliżu Staromiejskiej i Kazimierzowskiej, Zgłoszenia Listy do Gazety Lwowskiej pod nr 17426 bbox=[816, 1451, 1126, 1532]
classified-ad: SPRZEDAM 3 pary pantofelków damskich nr 35 i 36, granatowe i wełniane. Ryczerska 39, m. 16. 16282 bbox=[290, 1188, 534, 1229]
thanks-notice: Wszystkim, którzy oddali ostatnią przysługę ś. p. ANNIE z Zielińskich ŁABUNSKIEJ — składamy serdeczne „Bóg zapłać” w szczególności Przewielebnym Księżom Zarycznańskiemu i Kozurze, Bractwu kościoła Św. Marcina, Krewnym, Przyjaciołom, Sąsiadom i Znajomym. Łabuński z Rodziną. bbox=[550, 52, 803, 177]
classified-ad: KOBIECIE która umożliwi pracę człowiekowi lat 41, silnej budowy — kawalerowi, dobrej prezencji z posadą na domieszce, która postara się o inną pracę. Oferty do Gaz. Lw. 16546 bbox=[1338, 1461, 1629, 1515]
classified-ad: LISTY ZASTAWNE KUPIĘ. Lwów, ul. Friedrichów 5 mieszk. 3. 1545 bbox=[34, 1941, 278, 1967]
classified-ad: PIEC 120 kafli biskitny do sprzedania. Windomółę, Zadwórzańska 117; telefon 129—06. 16155 bbox=[34, 2023, 278, 2063]
classified-ad: USTOSUNKOWANEGO pośrednika mieszkaniowego, poszukuję. Listy do Adm. Gaz. Lw. 16561. bbox=[550, 239, 803, 280]
classified-ad: ZGUBIONO metrykę i zabudowę kolejowej na nazwisko Hnatkiewicz Piotra, dnia 28. III. 1943 r. Laskawego znalazcę oddać za wynagrodzeniem — Szpitalna 19, m. 13. 16392 bbox=[1145, 685, 1335, 766]
classified-ad: PODANIA NAJTANIEJ. Głęboka 18. bbox=[290, 1365, 492, 1378]
classified-ad: WYCHOWAWCZYNI potrzebna do kolonii dziecięcej. Zgłoszenia, ul. Hilarowicza 35, Kolonia profesorska bbox=[550, 1849, 803, 1889]
classified-ad: OGON LISA niebieskiego kupię. Obertyńska 6 m. 8 od 14—16. 1775 bbox=[34, 1558, 278, 1584]
classified-ad: KARNISZE 133, 140 i 145 cm. długości, patyki (żwirzenia) na fortepian sprzedam Jarosława 3 mieszk. 2. bbox=[34, 1845, 278, 1885]
classified-ad: KURTKĘ wiosenną granat, na średniego, szczupłego i POŁBUCIKI męskie czarne nr 42—43 SPRZEDAM. Piekarska gabinet 26, m. dziewięć. bbox=[34, 1101, 278, 1155]
